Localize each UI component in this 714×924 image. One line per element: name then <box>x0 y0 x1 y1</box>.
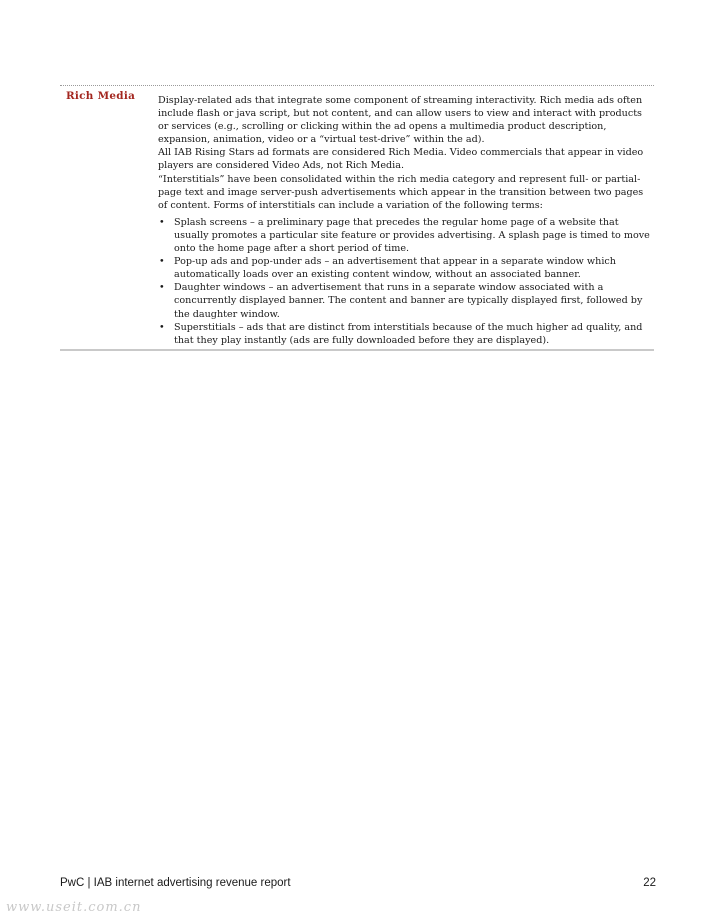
list-item-text: Splash screens – a preliminary page that precedes the regular home page of a website that usually promotes a particular site feature or provides advertising. A splash page is timed to move onto the home page after a short period of time. <box>174 216 650 255</box>
definition-paragraph-1: Display-related ads that integrate some component of streaming interactivity. Rich media ads often include flash or java script, but not content, and can allow users to view and interact with products or services (e.g., scrolling or clicking within the ad opens a multimedia product description, expansion, animation, video or a “virtual test-drive” within the ad). <box>158 95 643 146</box>
bullet-icon: • <box>159 321 165 333</box>
bullet-icon: • <box>159 282 165 294</box>
list-item-splash-screens <box>158 216 654 255</box>
term-label: Rich Media <box>66 90 136 102</box>
definition-paragraph-3: “Interstitials” have been consolidated within the rich media category and represent full- or partial-page text and image server-push advertisements which appear in the transition between two pages of content. Forms of interstitials can include a variation of the following terms: <box>158 173 644 211</box>
list-item-text: Superstitials – ads that are distinct from interstitials because of the much higher ad quality, and that they play instantly (ads are fully downloaded before they are displayed). <box>174 321 643 346</box>
definition-table <box>60 85 654 351</box>
footer-report-title: PwC | IAB internet advertising revenue report <box>60 877 291 889</box>
page-number: 22 <box>643 877 656 889</box>
list-item-text: Daughter windows – an advertisement that runs in a separate window associated with a concurrently displayed banner. The content and banner are typically displayed first, followed by the daughter window. <box>174 282 643 320</box>
bullet-icon: • <box>159 216 165 228</box>
bullet-icon: • <box>159 256 165 268</box>
list-item-daughter-windows <box>158 281 654 320</box>
definition-body <box>158 89 654 347</box>
list-item-superstitials <box>158 321 654 347</box>
definition-paragraph-2: All IAB Rising Stars ad formats are considered Rich Media. Video commercials that appear in video players are considered Video Ads, not Rich Media. <box>158 147 644 172</box>
list-item-pop-up-ads <box>158 255 654 281</box>
interstitial-types-list <box>158 216 654 347</box>
list-item-text: Pop-up ads and pop-under ads – an advertisement that appear in a separate window which automatically loads over an existing content window, without an associated banner. <box>174 256 616 281</box>
definition-row-rich-media <box>60 89 654 347</box>
watermark: www.useit.com.cn <box>6 900 142 915</box>
